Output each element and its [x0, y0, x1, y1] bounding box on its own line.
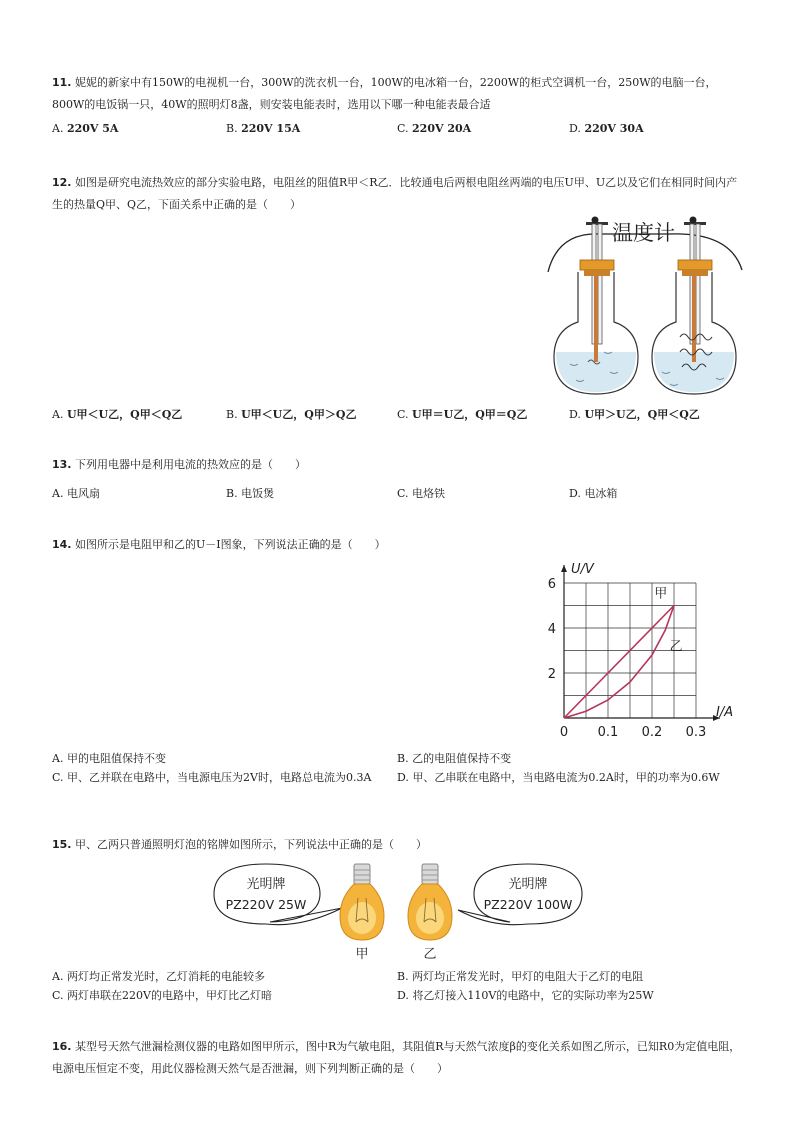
q12-option-b[interactable]: B. U甲＜U乙，Q甲＞Q乙	[226, 408, 357, 421]
thermometer-figure	[540, 212, 750, 398]
question-number: 14.	[52, 538, 72, 551]
question-text: 甲、乙两只普通照明灯泡的铭牌如图所示，下列说法中正确的是（ ）	[75, 838, 427, 851]
y-tick-label: 2	[547, 667, 556, 682]
question-11	[52, 72, 742, 116]
y-axis-arrow	[561, 565, 567, 572]
q13-option-c[interactable]: C. 电烙铁	[397, 487, 446, 500]
chart-labels	[548, 562, 733, 740]
chart-series	[564, 606, 674, 719]
q14-option-c[interactable]: C. 甲、乙并联在电路中，当电源电压为2V时，电路总电流为0.3A	[52, 771, 372, 784]
question-number: 11.	[52, 76, 72, 89]
question-text: 妮妮的新家中有150W的电视机一台，300W的洗衣机一台，100W的电冰箱一台，2200W的柜式空调机一台，250W的电脑一台，800W的电饭锅一只，40W的照明灯8盏，则安装电能表时，选用以下哪一种电能表最合适	[52, 76, 717, 111]
q14-option-d[interactable]: D. 甲、乙串联在电路中，当电路电流为0.2A时，甲的功率为0.6W	[397, 771, 720, 784]
bulb1-brand: 光明牌	[246, 877, 286, 892]
x-axis-label: I/A	[716, 705, 734, 720]
question-13	[52, 454, 742, 476]
bulb-right-icon	[408, 864, 452, 940]
bulb1-spec: PZ220V 25W	[225, 897, 307, 912]
series-label-yi: 乙	[669, 639, 683, 655]
bulbs-figure	[210, 858, 590, 964]
x-tick-label: 0.3	[685, 725, 707, 740]
y-axis-label: U/V	[571, 562, 594, 577]
question-15	[52, 834, 742, 856]
question-number: 12.	[52, 176, 72, 189]
q15-option-d[interactable]: D. 将乙灯接入110V的电路中，它的实际功率为25W	[397, 989, 654, 1002]
series-label-jia: 甲	[654, 586, 668, 602]
x-tick-label: 0.1	[597, 725, 619, 740]
q11-option-c[interactable]: C. 220V 20A	[397, 122, 472, 135]
q14-option-a[interactable]: A. 甲的电阻值保持不变	[52, 752, 166, 765]
question-text: 如图是研究电流热效应的部分实验电路，电阻丝的阻值R甲＜R乙．比较通电后两根电阻丝两端的电压U甲、U乙以及它们在相同时间内产生的热量Q甲、Q乙，下面关系中正确的是（ ）	[52, 176, 738, 211]
q11-option-b[interactable]: B. 220V 15A	[226, 122, 301, 135]
ui-chart	[540, 556, 755, 746]
question-text: 某型号天然气泄漏检测仪器的电路如图甲所示，图中R为气敏电阻，其阻值R与天然气浓度β的变化关系如图乙所示，已知R0为定值电阻，电源电压恒定不变，用此仪器检测天然气是否泄漏，则下列判断正确的是（ ）	[52, 1040, 741, 1075]
q15-option-b[interactable]: B. 两灯均正常发光时，甲灯的电阻大于乙灯的电阻	[397, 970, 644, 983]
question-number: 13.	[52, 458, 72, 471]
bulb-left-icon	[340, 864, 384, 940]
q12-option-c[interactable]: C. U甲＝U乙，Q甲＝Q乙	[397, 408, 528, 421]
bulb2-spec: PZ220V 100W	[483, 897, 573, 912]
x-tick-label: 0.2	[641, 725, 663, 740]
bulb1-name: 甲	[355, 947, 369, 962]
q13-option-d[interactable]: D. 电冰箱	[569, 487, 618, 500]
series-line-jia	[564, 606, 674, 719]
q13-option-b[interactable]: B. 电饭煲	[226, 487, 275, 500]
q12-option-d[interactable]: D. U甲＞U乙，Q甲＜Q乙	[569, 408, 700, 421]
bulb2-name: 乙	[423, 947, 437, 962]
question-number: 15.	[52, 838, 72, 851]
thermometer-label: 温度计	[612, 221, 675, 245]
q15-option-a[interactable]: A. 两灯均正常发光时，乙灯消耗的电能较多	[52, 970, 265, 983]
q11-option-d[interactable]: D. 220V 30A	[569, 122, 644, 135]
bubble-left	[214, 864, 342, 925]
q15-option-c[interactable]: C. 两灯串联在220V的电路中，甲灯比乙灯暗	[52, 989, 272, 1002]
question-16	[52, 1036, 742, 1080]
x-tick-label: 0	[559, 725, 569, 740]
q12-option-a[interactable]: A. U甲＜U乙，Q甲＜Q乙	[52, 408, 183, 421]
y-tick-label: 4	[547, 622, 556, 637]
q13-option-a[interactable]: A. 电风扇	[52, 487, 100, 500]
q11-option-a[interactable]: A. 220V 5A	[52, 122, 119, 135]
bulb2-brand: 光明牌	[508, 877, 548, 892]
question-number: 16.	[52, 1040, 72, 1053]
q14-option-b[interactable]: B. 乙的电阻值保持不变	[397, 752, 512, 765]
bubble-right	[458, 864, 582, 925]
question-text: 如图所示是电阻甲和乙的U－I图象，下列说法正确的是（ ）	[75, 538, 386, 551]
y-tick-label: 6	[547, 577, 556, 592]
question-text: 下列用电器中是利用电流的热效应的是（ ）	[75, 458, 306, 471]
question-14	[52, 534, 742, 556]
question-12	[52, 172, 742, 216]
